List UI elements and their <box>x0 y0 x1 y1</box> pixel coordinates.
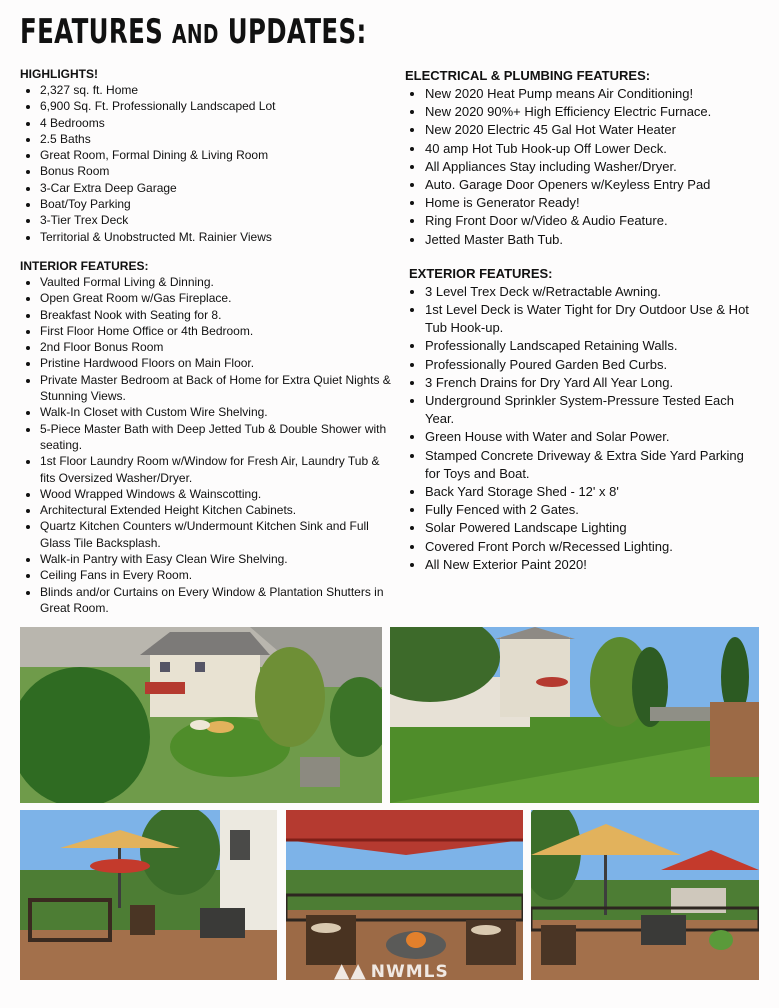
highlights-list <box>20 82 392 245</box>
photo-fire-pit-awning <box>286 810 523 980</box>
list-item: • Wood Wrapped Windows & Wainscotting. <box>40 486 392 502</box>
list-item: • Pristine Hardwood Floors on Main Floor. <box>40 355 392 371</box>
photo-aerial-house <box>20 627 382 803</box>
exterior-list <box>405 283 755 574</box>
list-item: • Architectural Extended Height Kitchen Cabinets. <box>40 502 392 518</box>
list-item: • Walk-in Pantry with Easy Clean Wire Shelving. <box>40 551 392 567</box>
list-item: • First Floor Home Office or 4th Bedroom. <box>40 323 392 339</box>
list-item: • Bonus Room <box>40 163 392 179</box>
list-item: • Blinds and/or Curtains on Every Window & Plantation Shutters in Great Room. <box>40 584 392 617</box>
list-item: • Stamped Concrete Driveway & Extra Side Yard Parking for Toys and Boat. <box>425 447 755 483</box>
right-column <box>405 68 755 574</box>
list-item: • Back Yard Storage Shed - 12' x 8' <box>425 483 755 501</box>
list-item: • Great Room, Formal Dining & Living Room <box>40 147 392 163</box>
photo-upper-deck <box>531 810 759 980</box>
list-item: • 2,327 sq. ft. Home <box>40 82 392 98</box>
list-item: • Open Great Room w/Gas Fireplace. <box>40 290 392 306</box>
list-item: • New 2020 Electric 45 Gal Hot Water Heater <box>425 121 755 139</box>
list-item: • 2.5 Baths <box>40 131 392 147</box>
list-item: • New 2020 Heat Pump means Air Conditioning! <box>425 85 755 103</box>
page-title: FEATURES AND UPDATES: <box>20 12 367 52</box>
photo-backyard-lawn <box>390 627 759 803</box>
list-item: • 40 amp Hot Tub Hook-up Off Lower Deck. <box>425 140 755 158</box>
list-item: • Vaulted Formal Living & Dinning. <box>40 274 392 290</box>
list-item: • Home is Generator Ready! <box>425 194 755 212</box>
list-item: • Ceiling Fans in Every Room. <box>40 567 392 583</box>
list-item: • Green House with Water and Solar Power. <box>425 428 755 446</box>
exterior-heading: EXTERIOR FEATURES: <box>409 265 553 281</box>
nwmls-watermark: ▲▲ NWMLS <box>334 958 449 982</box>
list-item: • All Appliances Stay including Washer/Dryer. <box>425 158 755 176</box>
electrical-heading: ELECTRICAL & PLUMBING FEATURES: <box>405 68 651 83</box>
list-item: • 1st Level Deck is Water Tight for Dry Outdoor Use & Hot Tub Hook-up. <box>425 301 755 337</box>
list-item: • Breakfast Nook with Seating for 8. <box>40 307 392 323</box>
list-item: • 3 Level Trex Deck w/Retractable Awning. <box>425 283 755 301</box>
photo-deck-umbrellas <box>20 810 277 980</box>
list-item: • 3 French Drains for Dry Yard All Year Long. <box>425 374 755 392</box>
list-item: • Fully Fenced with 2 Gates. <box>425 501 755 519</box>
list-item: • Ring Front Door w/Video & Audio Feature. <box>425 212 755 230</box>
list-item: • Covered Front Porch w/Recessed Lighting. <box>425 538 755 556</box>
list-item: • Solar Powered Landscape Lighting <box>425 519 755 537</box>
list-item: • 3-Car Extra Deep Garage <box>40 180 392 196</box>
list-item: • 2nd Floor Bonus Room <box>40 339 392 355</box>
list-item: • Private Master Bedroom at Back of Home for Extra Quiet Nights & Stunning Views. <box>40 372 392 405</box>
list-item: • Walk-In Closet with Custom Wire Shelving. <box>40 404 392 420</box>
list-item: • 3-Tier Trex Deck <box>40 212 392 228</box>
list-item: • Professionally Poured Garden Bed Curbs. <box>425 356 755 374</box>
interior-heading: INTERIOR FEATURES: <box>20 258 149 273</box>
list-item: • 6,900 Sq. Ft. Professionally Landscaped Lot <box>40 98 392 114</box>
list-item: • Underground Sprinkler System-Pressure Tested Each Year. <box>425 392 755 428</box>
list-item: • Professionally Landscaped Retaining Walls. <box>425 337 755 355</box>
list-item: • Boat/Toy Parking <box>40 196 392 212</box>
list-item: • Jetted Master Bath Tub. <box>425 231 755 249</box>
highlights-heading: HIGHLIGHTS! <box>20 67 98 81</box>
left-column <box>20 67 392 616</box>
list-item: • Territorial & Unobstructed Mt. Rainier Views <box>40 229 392 245</box>
interior-list <box>20 274 392 616</box>
list-item: • Quartz Kitchen Counters w/Undermount Kitchen Sink and Full Glass Tile Backsplash. <box>40 518 392 551</box>
electrical-list <box>405 85 755 249</box>
list-item: • 1st Floor Laundry Room w/Window for Fresh Air, Laundry Tub & fits Oversized Washer/Dryer. <box>40 453 392 486</box>
nwmls-logo-icon: ▲▲ <box>334 958 367 982</box>
list-item: • New 2020 90%+ High Efficiency Electric Furnace. <box>425 103 755 121</box>
list-item: • All New Exterior Paint 2020! <box>425 556 755 574</box>
list-item: • 5-Piece Master Bath with Deep Jetted Tub & Double Shower with seating. <box>40 421 392 454</box>
list-item: • Auto. Garage Door Openers w/Keyless Entry Pad <box>425 176 755 194</box>
list-item: • 4 Bedrooms <box>40 115 392 131</box>
